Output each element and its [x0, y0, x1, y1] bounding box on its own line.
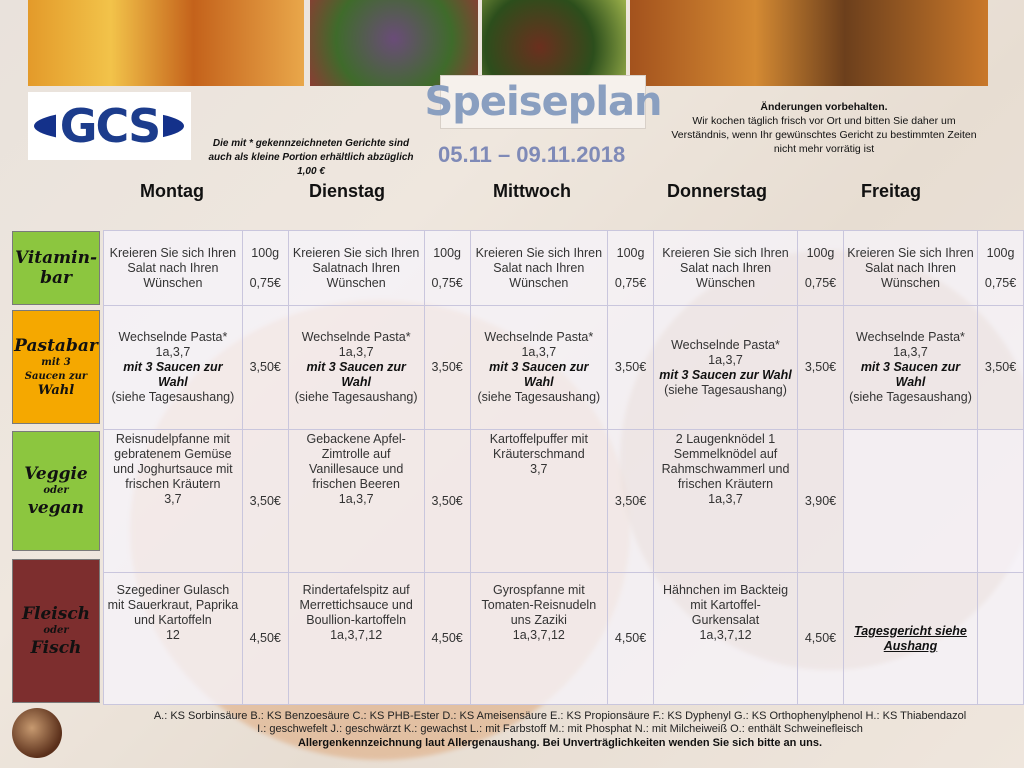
category-label: bar: [40, 268, 72, 288]
category-fleisch-fisch: [12, 559, 100, 703]
category-label: Vitamin-: [14, 248, 98, 268]
table-row-fleisch-fisch: [104, 573, 1024, 705]
price-cell: [424, 430, 470, 573]
menu-table: [103, 230, 1024, 705]
price-cell: [608, 231, 654, 306]
price-value: 3,50€: [249, 493, 281, 508]
category-label: mit 3: [41, 357, 71, 368]
price-cell: [242, 430, 288, 573]
dish-cell: [470, 306, 608, 430]
category-veggie: [12, 431, 100, 551]
dish-cell: [288, 231, 424, 306]
price-cell: [608, 306, 654, 430]
price-weight: 100g: [986, 245, 1015, 260]
price-value: 4,50€: [614, 631, 647, 645]
dish-cell: [470, 430, 608, 573]
price-cell: [798, 430, 844, 573]
dish-text: Rindertafelspitz auf Merrettichsauce und Boullion-kartoffeln: [299, 583, 413, 627]
allergen-codes: 1a,3,7: [155, 345, 191, 359]
category-pastabar: [12, 310, 100, 424]
price-cell: [978, 573, 1024, 705]
price-cell: [242, 306, 288, 430]
dish-extra: mit 3 Saucen zur Wahl: [860, 360, 961, 389]
changes-note-text: Wir kochen täglich frisch vor Ort und bitten Sie daher um Verständnis, wenn Ihr gewünschtes Gericht zu bestimmten Zeiten nicht mehr vorrätig ist: [671, 115, 977, 155]
price-cell: [978, 231, 1024, 306]
price-cell: [608, 573, 654, 705]
date-range: 05.11 – 09.11.2018: [438, 142, 626, 167]
portion-note: Die mit * gekennzeichneten Gerichte sind auch als kleine Portion erhältlich abzüglich 1,00 €: [208, 138, 414, 177]
table-row-pastabar: [104, 306, 1024, 430]
dish-text: Kreieren Sie sich Ihren Salat nach Ihren Wünschen: [109, 245, 237, 290]
changes-note-title: Änderungen vorbehalten.: [760, 101, 888, 113]
allergen-codes: 1a,3,7,12: [330, 628, 383, 642]
changes-note: [668, 100, 980, 156]
allergen-codes: 1a,3,7,12: [699, 628, 752, 642]
category-label: Veggie: [24, 464, 88, 484]
day-header-freitag: Freitag: [861, 181, 922, 201]
title-banner: [424, 75, 662, 129]
dish-text: Gebackene Apfel-Zimtrolle auf Vanillesauce und frischen Beeren: [306, 432, 406, 491]
dish-note: (siehe Tagesaushang): [111, 390, 235, 404]
price-value: 3,50€: [431, 493, 463, 508]
dish-cell: [288, 573, 424, 705]
dish-cell: [288, 430, 424, 573]
allergen-codes: 12: [165, 628, 180, 642]
footer-additives-line1: A.: KS Sorbinsäure B.: KS Benzoesäure C.: KS PHB-Ester D.: KS Ameisensäure E.: KS Propionsäure F.: KS Dyphenyl G.: KS Orthophenylphenol H.: KS Thiabendazol: [153, 710, 967, 722]
price-weight: 100g: [251, 245, 280, 260]
dish-note: (siehe Tagesaushang): [294, 390, 418, 404]
price-value: 3,50€: [804, 360, 837, 374]
dish-cell: [843, 573, 977, 705]
allergen-codes: 1a,3,7: [708, 492, 743, 506]
table-row-veggie: [104, 430, 1024, 573]
price-cell: [424, 573, 470, 705]
logo-text: GCS: [56, 99, 164, 153]
photo-chestnuts: [482, 0, 626, 86]
category-vitamin-bar: [12, 231, 100, 305]
price-value: 0,75€: [249, 275, 281, 290]
dish-text: Kartoffelpuffer mit Kräuterschmand: [489, 432, 588, 461]
price-weight: 100g: [806, 245, 835, 260]
price-value: 0,75€: [804, 275, 837, 290]
dish-extra: mit 3 Saucen zur Wahl: [123, 360, 223, 389]
category-label: Saucen zur: [24, 371, 88, 382]
dish-text: Hähnchen im Backteig mit Kartoffel-Gurkensalat: [662, 583, 789, 627]
price-value: 4,50€: [249, 631, 281, 645]
allergen-codes: 1a,3,7: [708, 352, 743, 367]
price-cell: [424, 306, 470, 430]
dish-text: 2 Laugenknödel 1 Semmelknödel auf Rahmschwammerl und frischen Kräutern: [661, 432, 790, 491]
dish-note: (siehe Tagesaushang): [664, 382, 787, 397]
day-header-donnerstag: Donnerstag: [667, 181, 768, 201]
footer-allergen-note: Allergenkennzeichnung laut Allergenaushang. Bei Unverträglichkeiten wenden Sie sich bitte an uns.: [297, 737, 823, 749]
category-label: Fleisch: [21, 604, 91, 624]
price-value: 0,75€: [614, 275, 647, 290]
dish-cell: [843, 231, 977, 306]
price-cell: [608, 430, 654, 573]
price-cell-empty: [978, 430, 1024, 573]
allergen-codes: 1a,3,7,12: [512, 628, 565, 642]
dish-extra: mit 3 Saucen zur Wahl: [659, 367, 792, 382]
dish-text: Gyrospfanne mit Tomaten-Reisnudeln uns Zaziki: [481, 583, 597, 627]
day-header-dienstag: Dienstag: [309, 181, 386, 201]
dish-note: (siehe Tagesaushang): [849, 390, 972, 404]
dish-text: Wechselnde Pasta*: [856, 330, 965, 344]
price-value: 3,50€: [431, 360, 463, 374]
price-value: 3,50€: [249, 360, 281, 374]
page-title: Speiseplan: [424, 79, 662, 125]
chestnut-decoration: [12, 708, 62, 758]
price-value: 0,75€: [984, 275, 1017, 290]
dish-cell-empty: [843, 430, 977, 573]
dish-cell: [653, 430, 797, 573]
price-cell: [978, 306, 1024, 430]
dish-cell: [470, 573, 608, 705]
price-cell: [424, 231, 470, 306]
allergen-codes: 1a,3,7: [338, 345, 374, 359]
allergen-codes: 1a,3,7: [893, 345, 928, 359]
price-cell: [798, 573, 844, 705]
price-value: 0,75€: [431, 275, 463, 290]
dish-text: Kreieren Sie sich Ihren Salat nach Ihren Wünschen: [475, 245, 603, 290]
daily-special-link: Tagesgericht siehe Aushang: [854, 623, 967, 653]
dish-cell: [104, 430, 243, 573]
dish-cell: [104, 231, 243, 306]
dish-cell: [653, 231, 797, 306]
price-value: 3,50€: [984, 360, 1017, 374]
day-header-montag: Montag: [140, 181, 204, 201]
table-row-vitamin-bar: [104, 231, 1024, 306]
day-header-mittwoch: Mittwoch: [493, 181, 571, 201]
price-cell: [798, 231, 844, 306]
price-value: 3,50€: [614, 493, 647, 508]
category-label: vegan: [28, 498, 84, 518]
dish-text: Reisnudelpfanne mit gebratenem Gemüse und Joghurtsauce mit frischen Kräutern: [113, 432, 233, 491]
dish-cell: [470, 231, 608, 306]
category-label: Fisch: [30, 638, 82, 658]
category-label: oder: [43, 625, 69, 636]
allergen-codes: 1a,3,7: [521, 345, 557, 359]
dish-cell: [104, 573, 243, 705]
dish-extra: mit 3 Saucen zur Wahl: [306, 360, 406, 389]
dish-cell: [653, 573, 797, 705]
price-cell: [242, 573, 288, 705]
price-cell: [242, 231, 288, 306]
category-label: oder: [43, 485, 69, 496]
category-label: Wahl: [37, 383, 75, 398]
allergen-codes: 3,7: [530, 462, 548, 476]
dish-text: Wechselnde Pasta*: [301, 330, 411, 344]
dish-extra: mit 3 Saucen zur Wahl: [489, 360, 589, 389]
price-weight: 100g: [616, 245, 645, 260]
price-cell: [798, 306, 844, 430]
dish-text: Kreieren Sie sich Ihren Salat nach Ihren Wünschen: [662, 245, 789, 290]
category-label: Pastabar: [14, 336, 98, 356]
dish-note: (siehe Tagesaushang): [477, 390, 601, 404]
dish-text: Wechselnde Pasta*: [671, 337, 780, 352]
allergen-codes: 3,7: [164, 492, 182, 506]
dish-text: Szegediner Gulasch mit Sauerkraut, Paprika und Kartoffeln: [107, 583, 239, 627]
price-value: 4,50€: [804, 631, 837, 645]
gcs-logo: [28, 92, 191, 160]
dish-cell: [104, 306, 243, 430]
photo-flowers: [310, 0, 478, 86]
dish-cell: [843, 306, 977, 430]
dish-text: Kreieren Sie sich Ihren Salat nach Ihren Wünschen: [847, 245, 974, 290]
dish-cell: [288, 306, 424, 430]
dish-cell: [653, 306, 797, 430]
dish-text: Kreieren Sie sich Ihren Salatnach Ihren Wünschen: [292, 245, 420, 290]
price-value: 4,50€: [431, 631, 463, 645]
dish-text: Wechselnde Pasta*: [118, 330, 228, 344]
price-value: 3,90€: [804, 493, 837, 508]
price-value: 3,50€: [614, 360, 647, 374]
allergen-codes: 1a,3,7: [338, 492, 374, 506]
photo-autumn-forest: [630, 0, 988, 86]
photo-pumpkins: [28, 0, 304, 86]
dish-text: Wechselnde Pasta*: [484, 330, 594, 344]
price-weight: 100g: [433, 245, 462, 260]
footer-additives-line2: I.: geschwefelt J.: geschwärzt K.: gewachst L.: mit Farbstoff M.: mit Phosphat N.: mit Milcheiweiß O.: enthält Schweinefleisch: [257, 723, 863, 735]
